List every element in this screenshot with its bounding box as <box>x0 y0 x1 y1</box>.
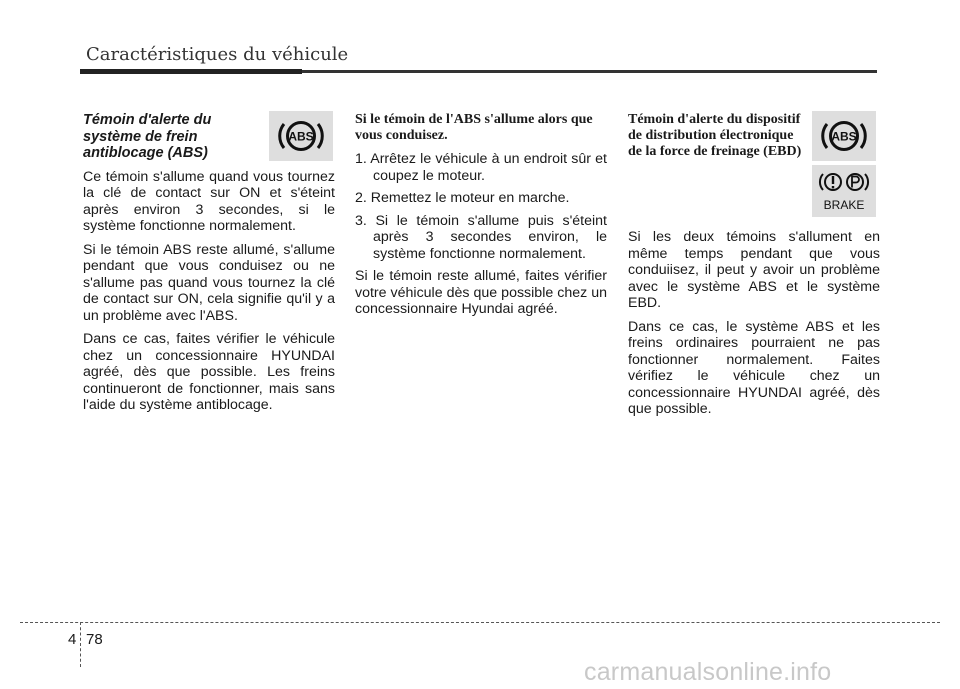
chapter-number: 4 <box>68 631 77 648</box>
paragraph: Dans ce cas, faites vérifier le véhicule chez un concessionnaire HYUNDAI agréé, dès que possible. Les freins continueront de fonctionner, mais sans l'aide du système antiblocage. <box>83 331 335 413</box>
page-number: 78 <box>86 631 103 648</box>
paragraph: Ce témoin s'allume quand vous tournez la clé de contact sur ON et s'éteint après environ 3 secondes, si le système fonctionne normalement. <box>83 168 335 234</box>
section-title: Caractéristiques du véhicule <box>86 44 349 65</box>
abs-driving-heading: Si le témoin de l'ABS s'allume alors que vous conduisez. <box>355 112 593 143</box>
list-item: 3. Si le témoin s'allume puis s'éteint après 3 secondes environ, le système fonctionne normalement. <box>355 212 607 262</box>
abs-warning-icon <box>269 111 333 161</box>
paragraph: Si le témoin ABS reste allumé, s'allume pendant que vous conduisez ou ne s'allume pas quand vous tournez la clé de contact sur ON, cela signifie qu'il y a un problème avec l'ABS. <box>83 241 335 324</box>
ebd-warning-heading: Témoin d'alerte du dispositif de distribution électronique de la force de freinage (EBD) <box>628 112 802 159</box>
column-abs-while-driving <box>355 112 607 325</box>
abs-warning-heading: Témoin d'alerte du système de frein antiblocage (ABS) <box>83 112 212 161</box>
steps-list <box>355 151 607 262</box>
list-item: 2. Remettez le moteur en marche. <box>355 190 570 206</box>
abs-warning-icon <box>812 111 876 161</box>
header-rule-accent <box>80 69 302 74</box>
brake-warning-icon <box>812 165 876 217</box>
abs-icon-label: ABS <box>288 129 314 144</box>
paragraph: Dans ce cas, le système ABS et les freins ordinaires pourraient ne pas fonctionner normalement. Faites vérifiez le véhicule chez un concessionnaire HYUNDAI agréé, dès que possible. <box>628 318 880 417</box>
abs-icon-label: ABS <box>831 129 857 144</box>
footer-divider <box>80 622 81 667</box>
footer-rule <box>20 622 940 623</box>
brake-icon-label: BRAKE <box>823 198 865 212</box>
paragraph: Si le témoin reste allumé, faites vérifier votre véhicule dès que possible chez un concessionnaire Hyundai agréé. <box>355 268 607 317</box>
list-item: 1. Arrêtez le véhicule à un endroit sûr et coupez le moteur. <box>355 151 607 184</box>
paragraph: Si les deux témoins s'allument en même temps pendant que vous conduiisez, il peut y avoir un problème avec le système ABS et le système EBD. <box>628 229 880 311</box>
watermark: carmanualsonline.info <box>584 658 832 686</box>
